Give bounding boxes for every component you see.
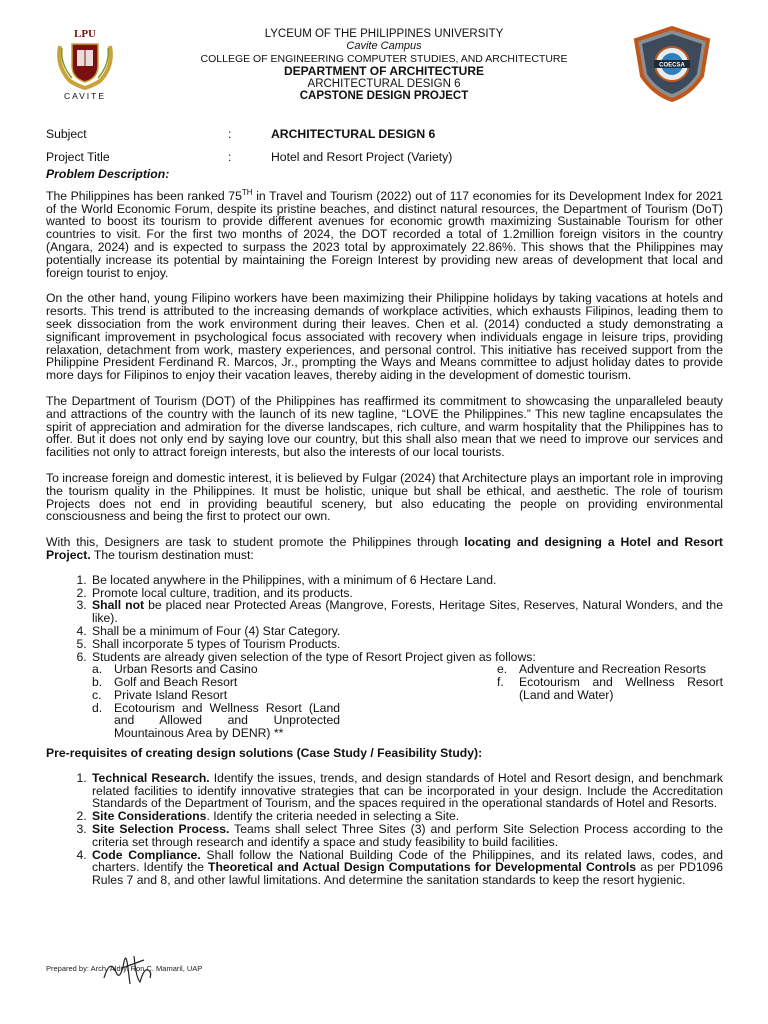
subject-value: ARCHITECTURAL DESIGN 6 (271, 126, 436, 141)
item-letter: d. (92, 700, 103, 715)
prereq-bold: Site Considerations (92, 809, 207, 824)
prereq-text: Shall follow the National Building Code of the Philippines, and its related laws, codes, and charters. Identify the (92, 847, 723, 875)
project-type: CAPSTONE DESIGN PROJECT (299, 90, 469, 103)
lpu-cavite-logo (48, 26, 122, 100)
item-text: Adventure and Recreation Resorts (519, 662, 706, 677)
p5-bold: locating and designing a Hotel and Resort Project. (46, 535, 723, 562)
item-letter: b. (92, 675, 103, 690)
subject-colon: : (228, 126, 232, 141)
resort-type-item (92, 676, 362, 689)
prereq-item (90, 823, 723, 849)
resort-types-list (46, 663, 723, 740)
p1-superscript: TH (241, 187, 253, 197)
department-name: DEPARTMENT OF ARCHITECTURE (284, 64, 484, 79)
title-row (46, 145, 452, 168)
p1-part-b: in Travel and Tourism (2022) out of 117 economies for its Development Index for 2021 of the World Economic Forum, despite its pristine beaches, and distinct natural resources, the Department of Tourism (DoT) wanted to boost its tourism to provide different avenues for economic growth maximizing Sustainable Tourism for other countries to visit. For the first two months of 2024, the DOT recorded a total of 1.2million foreign visitors in the country (Angara, 2024) and is expected to surpass the 2023 total by approximately 22.86%. This shows that the Philippines may potentially increase its potential by maintaining the Foreign Interest by providing new areas of development that local and foreign tourist to enjoy. (46, 188, 724, 280)
prereq-item (90, 772, 723, 810)
coecsa-logo (632, 26, 712, 102)
title-label: Project Title (46, 149, 110, 164)
requirement-item: 5. Shall incorporate 5 types of Tourism Products. (90, 638, 723, 651)
prerequisites-list (46, 772, 723, 887)
paragraph-1 (46, 187, 724, 280)
requirement-item (90, 599, 723, 625)
project-meta (46, 122, 452, 168)
title-value: Hotel and Resort Project (Variety) (271, 149, 453, 164)
requirement-item: 6. Students are already given selection of the type of Resort Project given as follows: (90, 651, 723, 664)
course-name: ARCHITECTURAL DESIGN 6 (307, 77, 461, 90)
item-letter: e. (497, 662, 508, 677)
item-letter: f. (497, 675, 504, 690)
prereq-bold-2: Theoretical and Actual Design Computations for Developmental Controls (208, 860, 637, 875)
prereq-bold: Technical Research. (92, 770, 210, 785)
prereq-text: Identify the issues, trends, and design standards of Hotel and Resort design, and benchmark related facilities to identify innovative strategies that can be incorporated in your design. Include the Accreditation Standards of the Department of Tourism, and the spaces required in the operational standards of Hotel and Resorts. (92, 770, 724, 811)
resort-type-item (497, 676, 723, 702)
prerequisites-heading: Pre-requisites of creating design solutions (Case Study / Feasibility Study): (46, 746, 483, 761)
requirement-item: 4. Shall be a minimum of Four (4) Star Category. (90, 625, 723, 638)
college-name: COLLEGE OF ENGINEERING COMPUTER STUDIES, AND ARCHITECTURE (200, 52, 568, 65)
paragraph-3: The Department of Tourism (DOT) of the Philippines has reaffirmed its commitment to showcasing the unparalleled beauty and attractions of the country with the launch of its new tagline, “LOVE the Philippines.” This new tagline encapsulates the spirit of appreciation and admiration for the diverse landscapes, rich culture, and warm hospitality that the Philippines has to offer. But it does not only end by saying love our country, but this shall also mean that we need to improve our services and facilities not only to attract foreign interests, but also the interests of our local tourists. (46, 393, 723, 460)
item-text: Ecotourism and Wellness Resort (Land and Allowed and Unprotected Mountainous Area by DENR) ** (114, 700, 340, 741)
item-text: Urban Resorts and Casino (114, 662, 258, 677)
p1-part-a: The Philippines has been ranked 75 (46, 188, 242, 203)
prereq-text: Teams shall select Three Sites (3) and perform Site Selection Process according to the criteria set through research and identify a space and study feasibility to build facilities. (92, 822, 723, 849)
prereq-item (90, 849, 723, 887)
prereq-text: . Identify the criteria needed in selecting a Site. (206, 809, 460, 824)
resort-type-item (92, 702, 362, 740)
p5-part-a: With this, Designers are task to student promote the Philippines through (46, 535, 465, 550)
requirement-bold: Shall not (92, 598, 145, 613)
prereq-bold: Code Compliance. (92, 847, 201, 862)
requirement-item: 2. Promote local culture, tradition, and its products. (90, 587, 723, 600)
prereq-bold: Site Selection Process. (92, 822, 230, 837)
item-text: Private Island Resort (114, 687, 228, 702)
requirements-list (46, 574, 723, 664)
subject-label: Subject (46, 126, 87, 141)
university-name: LYCEUM OF THE PHILIPPINES UNIVERSITY (264, 28, 504, 40)
title-colon: : (228, 149, 232, 164)
item-text: Golf and Beach Resort (114, 675, 238, 690)
problem-heading: Problem Description: (46, 167, 170, 181)
p5-part-b: The tourism destination must: (90, 547, 254, 562)
subject-row (46, 122, 452, 145)
resort-type-item (92, 689, 362, 702)
requirement-text: be placed near Protected Areas (Mangrove, Forests, Heritage Sites, Reserves, Natural Wonders, and the like). (92, 598, 723, 626)
paragraph-5 (46, 536, 723, 562)
document-header (150, 28, 618, 102)
prepared-by: Prepared by: Arch. Aldryl Ron C. Mamaril, UAP (46, 964, 203, 973)
logo-lpu-text: LPU (74, 28, 96, 40)
requirement-item: 1. Be located anywhere in the Philippines, with a minimum of 6 Hectare Land. (90, 574, 723, 587)
resort-types-col-right (497, 663, 723, 740)
logo-coecsa-text: COECSA (659, 62, 685, 69)
campus-name: Cavite Campus (346, 40, 422, 53)
item-letter: a. (92, 662, 103, 677)
prereq-text-2: as per PD1096 Rules 7 and 8, and other lawful limitations. And determine the sanitation standards to keep the resort hygienic. (92, 860, 723, 888)
item-text: Ecotourism and Wellness Resort (Land and Water) (519, 675, 723, 702)
logo-cavite-text: CAVITE (63, 91, 107, 100)
paragraph-4: To increase foreign and domestic interest, it is believed by Fulgar (2024) that Architecture plays an important role in improving the tourism quality in the Philippines. It must be holistic, unique but shall be ethical, and aesthetic. The role of tourism Projects does not end in providing beautiful scenery, but also educating the people on providing environmental consciousness and being the first to protect our own. (46, 470, 723, 524)
paragraph-2: On the other hand, young Filipino workers have been maximizing their Philippine holidays by taking vacations at hotels and resorts. This trend is attributed to the increasing demands of workplace activities, which exhausts Filipinos, leading them to seek dissociation from the work environment during their leaves. Chen et al. (2014) conducted a study demonstrating a significant improvement in psychological focus associated with recovery when individuals engage in leisure trips, providing relaxation, detachment from work, mastery experiences, and personal control. This initiative has received support from the Philippine President Ferdinand R. Marcos, Jr., prompting the Ways and Means committee to adjust holiday dates to provide more days for Filipinos to enjoy their vacation leaves, thereby aiding in the development of domestic tourism. (46, 291, 723, 383)
item-letter: c. (92, 687, 102, 702)
resort-types-col-left (92, 663, 362, 740)
document-body (46, 168, 723, 887)
